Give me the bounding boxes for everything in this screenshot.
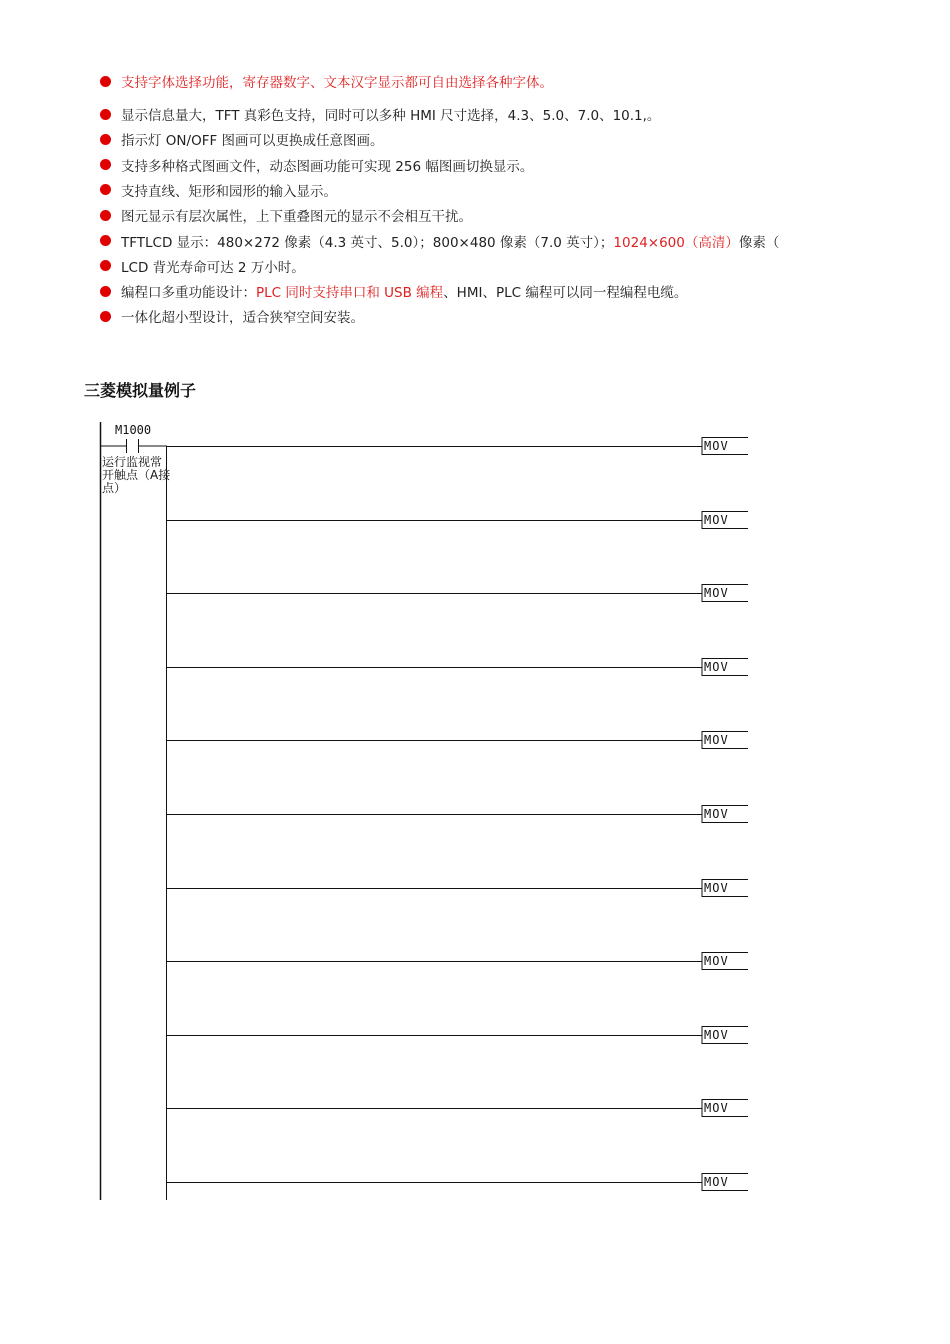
contact-description: 运行监视常开触点（A接点） xyxy=(102,455,171,495)
mov-instruction: MOV xyxy=(704,880,729,895)
mov-instruction: MOV xyxy=(704,512,729,527)
contact-icon xyxy=(100,439,167,453)
mov-instruction: MOV xyxy=(704,953,729,968)
mov-instruction: MOV xyxy=(704,732,729,747)
mov-instruction: MOV xyxy=(704,1174,729,1189)
section-heading: 三菱模拟量例子 xyxy=(84,381,197,400)
mov-instruction: MOV xyxy=(704,585,729,600)
feature-text: 支持直线、矩形和园形的输入显示。 xyxy=(121,183,337,200)
feature-text: 图元显示有层次属性，上下重叠图元的显示不会相互干扰。 xyxy=(121,209,472,226)
feature-text: LCD 背光寿命可达 2 万小时。 xyxy=(121,259,305,276)
contact-label: M1000 xyxy=(115,423,152,437)
feature-text: 1024×600（高清） xyxy=(613,234,739,251)
feature-text: 编程口多重功能设计： xyxy=(121,285,256,302)
feature-text: 支持字体选择功能，寄存器数字、文本汉字显示都可自由选择各种字体。 xyxy=(121,75,553,91)
feature-text: 显示信息量大，TFT 真彩色支持，同时可以多种 HMI 尺寸选择，4.3、5.0、7.0、10.1,。 xyxy=(121,108,661,124)
mov-instruction: MOV xyxy=(704,1100,729,1115)
feature-text: 像素（ xyxy=(738,234,780,251)
feature-text: TFTLCD 显示：480×272 像素（4.3 英寸、5.0）；800×480 像素（7.0 英寸）； xyxy=(121,234,614,251)
mov-instruction: MOV xyxy=(704,659,729,674)
mov-instruction: MOV xyxy=(704,1027,729,1042)
feature-text: 指示灯 ON/OFF 图画可以更换成任意图画。 xyxy=(121,133,384,150)
mov-instruction: MOV xyxy=(704,806,729,821)
feature-text: 、HMI、PLC 编程可以同一程编程电缆。 xyxy=(443,285,688,302)
feature-text: PLC 同时支持串口和 USB 编程 xyxy=(256,285,444,302)
feature-text: 支持多种格式图画文件，动态图画功能可实现 256 幅图画切换显示。 xyxy=(121,158,534,175)
mov-instruction: MOV xyxy=(704,438,729,453)
feature-text: 一体化超小型设计，适合狭窄空间安装。 xyxy=(121,310,364,327)
